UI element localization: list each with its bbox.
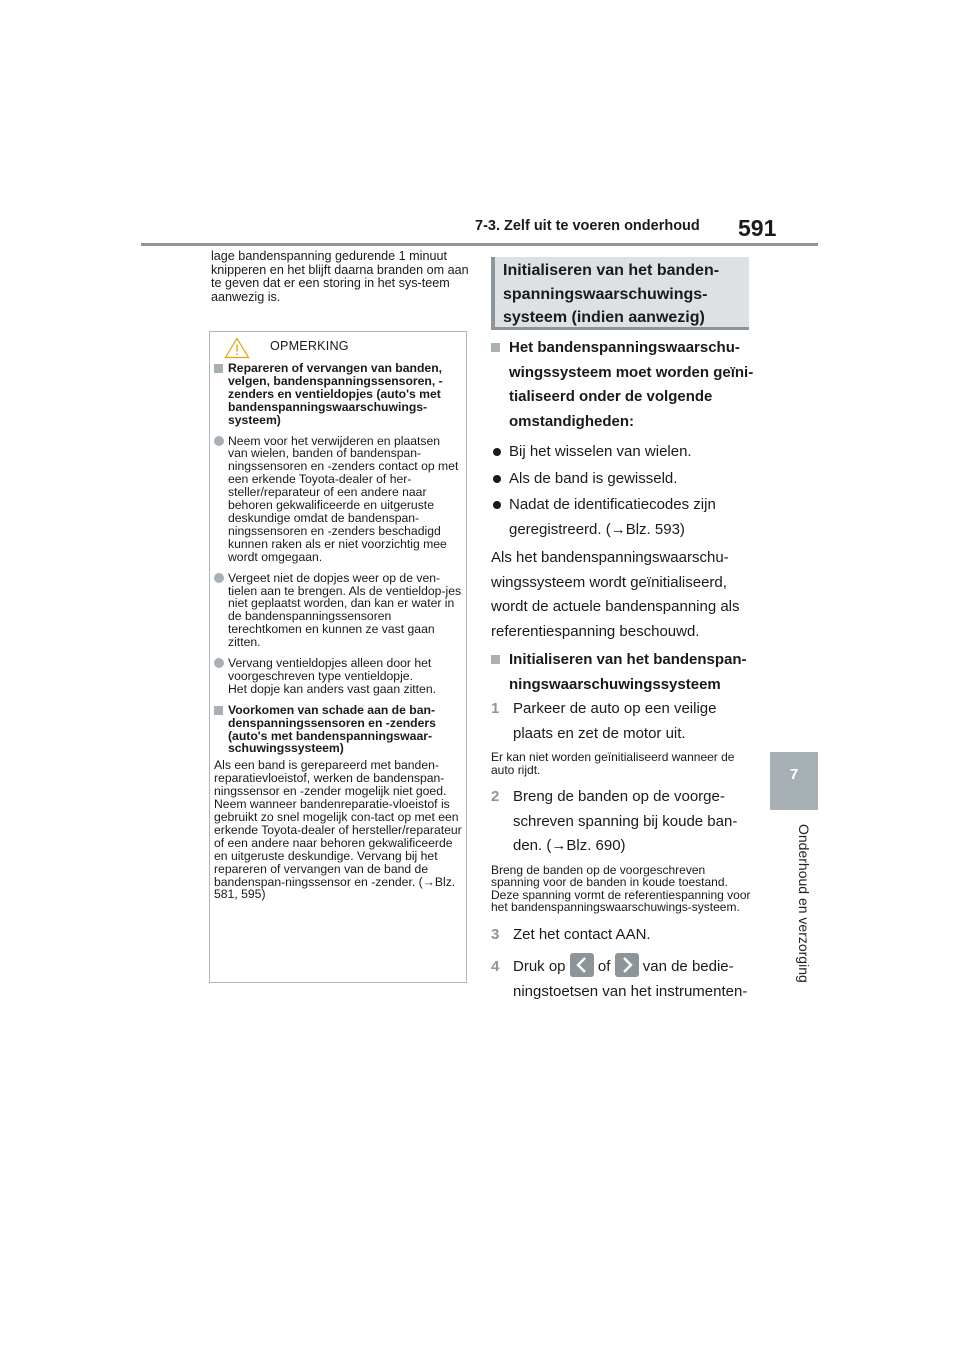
section-title: 7-3. Zelf uit te voeren onderhoud — [475, 218, 700, 234]
note-paragraph: Als een band is gerepareerd met banden-reparatievloeistof, werken de bandenspan-ningssensor en -zender mogelijk niet goed. Neem wanneer bandenreparatie-vloeistof is gebruikt zo snel mogelijk con-tact op met een erkende Toyota-dealer of hersteller/reparateur of een andere naar behoren gekwalificeerde en uitgeruste deskundige. Vervang bij het repareren of vervangen van de band de bandenspan-ningssensor en -zender. (→Blz. 581, 595) — [214, 758, 462, 902]
note-bullet-caps: Vergeet niet de dopjes weer op de ven-tielen aan te brengen. Als de ventieldop-jes niet geplaatst worden, dan kan er water in de bandenspanningssensoren terechtkomen en kunnen ze vast gaan zitten. — [214, 572, 462, 649]
step-1: 1 Parkeer de auto op een veilige plaats en zet de motor uit. — [491, 700, 717, 742]
step-2: 2 Breng de banden op de voorge-schreven spanning bij koude ban-den. (→Blz. 690) — [491, 788, 738, 854]
chapter-label: Onderhoud en verzorging — [796, 824, 812, 983]
right-column — [491, 336, 756, 1004]
note-bullet-removal: Neem voor het verwijderen en plaatsen van wielen, banden of bandenspan-ningssensoren en -zenders contact op met een erkende Toyota-dealer of her-steller/reparateur of een andere naar behoren gekwalificeerde en uitgeruste deskundige omdat de bandenspan-ningssensoren en -zenders beschadigd kunnen raken als er niet voorzichtig mee wordt omgegaan. — [214, 435, 462, 564]
square-bullet-icon — [214, 706, 223, 715]
section-heading: Initialiseren van het banden-spanningswaarschuwings-systeem (indien aanwezig) — [503, 262, 720, 326]
circle-bullet-icon — [214, 436, 224, 446]
note-title: OPMERKING — [270, 339, 349, 353]
circle-bullet-icon — [214, 573, 224, 583]
step-2-note: Breng de banden op de voorgeschreven spanning voor de banden in koude toestand. Deze spanning vormt de referentiespanning voor het bandenspanningswaarschuwings-systeem. — [491, 862, 751, 914]
step-4: 4 Druk op of van de bedie-ningstoetsen van het instrumenten- — [491, 955, 756, 1004]
list-item: Als de band is gewisseld. — [491, 467, 756, 492]
intro-paragraph: lage bandenspanning gedurende 1 minuut knipperen en het blijft daarna branden om aan te geven dat er een storing in het sys-teem aanwezig is. — [211, 249, 469, 304]
circle-bullet-icon — [214, 658, 224, 668]
bullet-dot-icon — [493, 448, 501, 456]
note-body — [214, 362, 462, 909]
reference-paragraph: Als het bandenspanningswaarschu-wingssysteem wordt geïnitialiseerd, wordt de actuele bandenspanning als referentiespanning beschouwd. — [491, 549, 740, 640]
chevron-left-key-icon — [570, 953, 594, 977]
square-bullet-icon — [491, 655, 500, 664]
subheading-conditions: Het bandenspanningswaarschu-wingssysteem moet worden geïni-tialiseerd onder de volgende omstandigheden: — [491, 336, 756, 434]
note-bullet-replace-caps: Vervang ventieldopjes alleen door het voorgeschreven type ventieldopje. Het dopje kan anders vast gaan zitten. — [214, 657, 462, 696]
square-bullet-icon — [491, 343, 500, 352]
chevron-right-key-icon — [615, 953, 639, 977]
note-heading-prevent-damage: Voorkomen van schade aan de ban-denspanningssensoren en -zenders (auto's met bandenspanningswaar-schuwingssysteem) — [214, 704, 462, 756]
square-bullet-icon — [214, 364, 223, 373]
chapter-number: 7 — [789, 766, 799, 783]
note-heading-repair: Repareren of vervangen van banden, velgen, bandenspanningssensoren, -zenders en ventieldopjes (auto's met bandenspanningswaarschuwings-systeem) — [214, 362, 462, 427]
step-1-note: Er kan niet worden geïnitialiseerd wanneer de auto rijdt. — [491, 750, 735, 777]
note-header — [221, 334, 461, 362]
bullet-dot-icon — [493, 475, 501, 483]
subheading-initialize: Initialiseren van het bandenspan-ningswaarschuwingssysteem — [491, 648, 756, 697]
list-item: Nadat de identificatiecodes zijn geregistreerd. (→Blz. 593) — [491, 493, 756, 542]
header-rule — [141, 243, 818, 246]
list-item: Bij het wisselen van wielen. — [491, 440, 756, 465]
warning-triangle-icon — [224, 337, 250, 359]
step-3: 3 Zet het contact AAN. — [491, 925, 651, 943]
bullet-dot-icon — [493, 501, 501, 509]
page-number: 591 — [738, 215, 777, 241]
